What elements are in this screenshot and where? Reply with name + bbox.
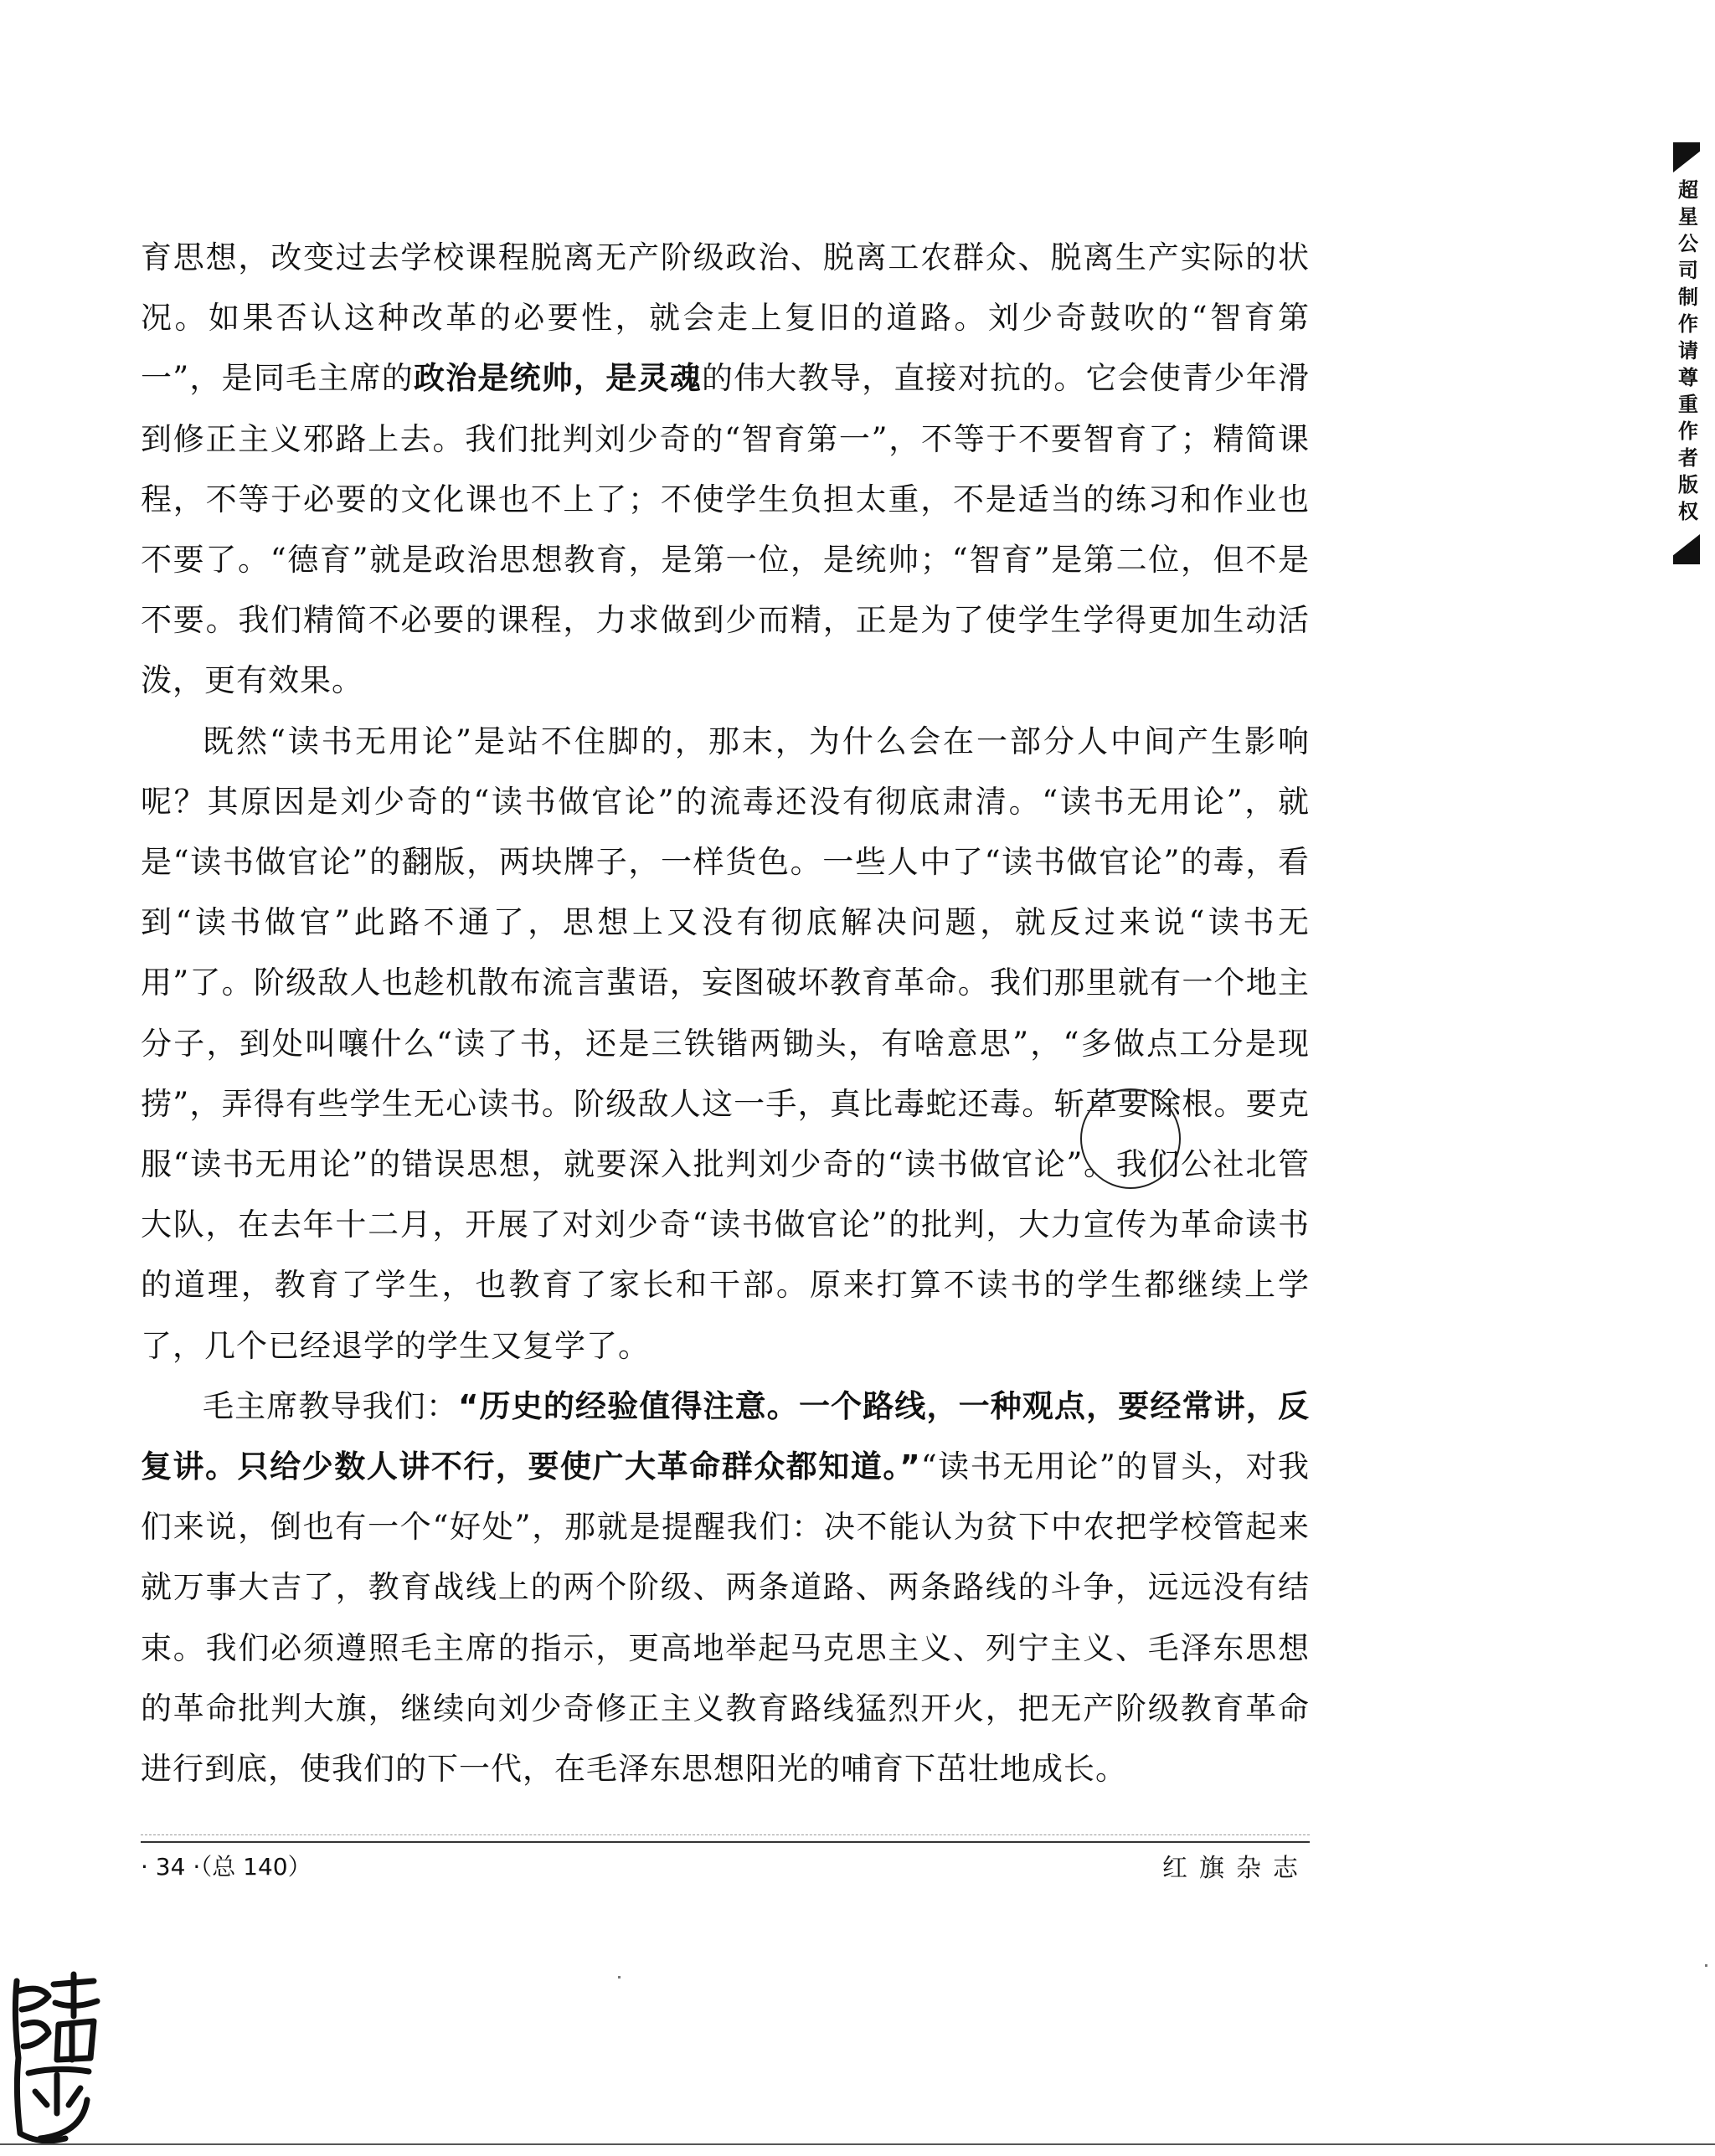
side-watermark <box>1668 142 1705 564</box>
paragraph <box>141 712 1310 1376</box>
journal-name: 红旗杂志 <box>1162 1854 1310 1883</box>
hand-drawn-circle-mark <box>1080 1088 1181 1189</box>
text-run: 既然“读书无用论”是站不住脚的，那末，为什么会在一部分人中间产生影响呢？其原因是刘少奇的“读书做官论”的流毒还没有彻底肃清。“读书无用论”，就是“读书做官论”的翻版，两块牌子，一样货色。一些人中了“读书做官论”的毒，看到“读书做官”此路不通了，思想上又没有彻底解决问题，就反过来说“读书无用”了。阶级敌人也趁机散布流言蜚语，妄图破坏教育革命。我们那里就有一个地主分子，到处叫嚷什么“读了书，还是三铁锴两锄头，有啥意思”，“多做点工分是现捞”，弄得有些学生无心读书。阶级敌人这一手，真比毒蛇还毒。斩草要除根。要克服“读书无用论”的错误思想，就要深入批判刘少奇的“读书做官论”。我们公社北管大队，在去年十二月，开展了对刘少奇“读书做官论”的批判，大力宣传为革命读书的道理，教育了学生，也教育了家长和干部。原来打算不读书的学生都继续上学了，几个已经退学的学生又复学了。 <box>141 723 1310 1364</box>
scan-speck <box>1705 1964 1707 1967</box>
paragraph <box>141 1376 1310 1799</box>
scan-speck <box>618 1976 621 1978</box>
footer-rule <box>141 1841 1310 1843</box>
page-number: · 34 ·（总 140） <box>141 1853 312 1881</box>
paragraph <box>141 228 1310 712</box>
quotation-bold-run: “历史的经验值得注意。一个路线，一种观点，要经常讲，反复讲。只给少数人讲不行，要使广大革命群众都知道。” <box>141 1387 1310 1485</box>
watermark-bar-bottom <box>1673 534 1700 564</box>
text-run: 毛主席教导我们： <box>203 1387 459 1424</box>
article-body <box>141 228 1310 1799</box>
text-run: “读书无用论”的冒头，对我们来说，倒也有一个“好处”，那就是提醒我们：决不能认为贫下中农把学校管起来就万事大吉了，教育战线上的两个阶级、两条道路、两条路线的斗争，远远没有结束。我们必须遵照毛主席的指示，更高地举起马克思主义、列宁主义、毛泽东思想的革命批判大旗，继续向刘少奇修正主义教育路线猛烈开火，把无产阶级教育革命进行到底，使我们的下一代，在毛泽东思想阳光的哺育下茁壮地成长。 <box>141 1448 1310 1788</box>
watermark-text: 超星公司制作请尊重作者版权 <box>1674 179 1698 527</box>
seal-stamp-image <box>7 1966 107 2150</box>
quotation-bold-run: 政治是统帅，是灵魂 <box>413 360 702 397</box>
text-run: 的伟大教导，直接对抗的。它会使青少年滑到修正主义邪路上去。我们批判刘少奇的“智育第一”，不等于不要智育了；精简课程，不等于必要的文化课也不上了；不使学生负担太重，不是适当的练习和作业也不要了。“德育”就是政治思想教育，是第一位，是统帅；“智育”是第二位，但不是不要。我们精简不必要的课程，力求做到少而精，正是为了使学生学得更加生动活泼，更有效果。 <box>141 360 1311 699</box>
watermark-bar-top <box>1673 142 1700 172</box>
text-run: 育思想，改变过去学校课程脱离无产阶级政治、脱离工农群众、脱离生产实际的状况。如果否认这种改革的必要性，就会走上复旧的道路。刘少奇鼓吹的“智育第一”，是同毛主席的 <box>141 239 1310 397</box>
footer-dashed-rule <box>141 1834 1310 1835</box>
scan-bottom-edge <box>0 2143 1715 2145</box>
